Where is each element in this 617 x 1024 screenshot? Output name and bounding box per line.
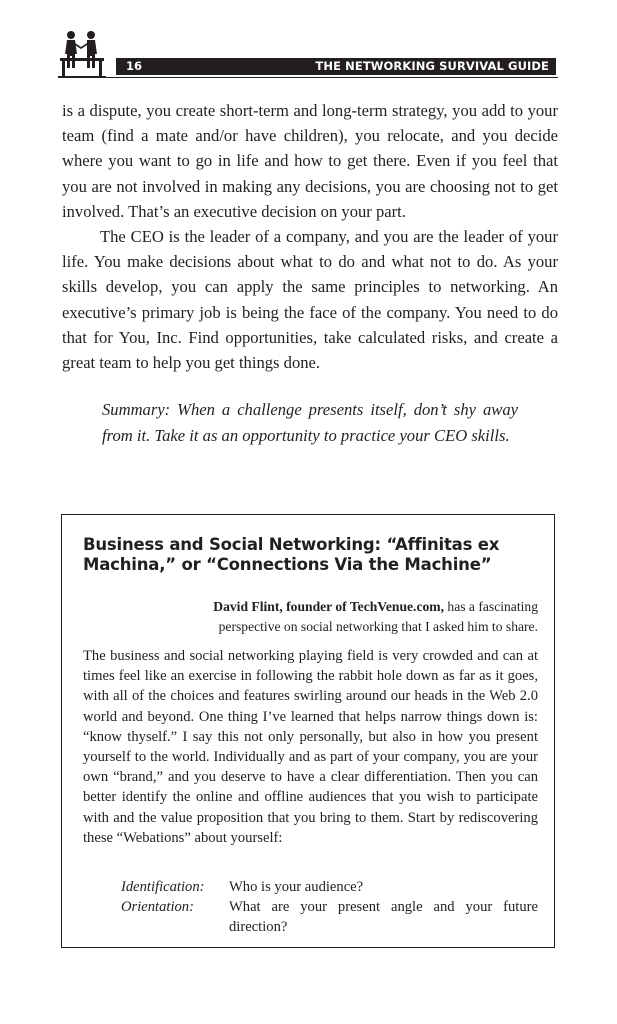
handshake-at-desk-icon — [58, 28, 106, 78]
page-number: 16 — [126, 59, 143, 73]
definition-item — [121, 877, 538, 897]
paragraph-2: The CEO is the leader of a company, and you are the leader of your life. You make decisions about what to do and what not to do. As your skills develop, you can apply the same principles to networking. An executive’s primary job is being the face of the company. You need to do that for You, Inc. Find opportunities, take calculated risks, and create a great team to help you get things done. — [62, 227, 558, 373]
running-title: THE NETWORKING SURVIVAL GUIDE — [315, 59, 549, 73]
header-rule — [58, 77, 558, 78]
paragraph-1: is a dispute, you create short-term and long-term strategy, you add to your team (find a mate and/or have children), you relocate, and you decide where you want to go in life and how to get there. Even if you feel that you are not involved in making any decisions, you are choosing not to get involved. That’s an executive decision on your part. — [62, 101, 558, 221]
sidebar-intro-text: has a fascinating perspective on social networking that I asked him to share. — [218, 599, 538, 634]
page-header — [58, 28, 558, 80]
sidebar-intro — [176, 597, 538, 637]
definition-desc: Who is your audience? — [229, 879, 364, 895]
definition-desc: What are your present angle and your future direction? — [229, 899, 538, 936]
sidebar-box — [61, 514, 555, 948]
sidebar-intro-author: David Flint, founder of TechVenue.com, — [213, 599, 444, 614]
running-head-bar — [116, 58, 556, 75]
definition-item — [121, 897, 538, 937]
definition-term: Identification: — [121, 879, 205, 895]
definition-term: Orientation: — [121, 899, 194, 916]
sidebar-title: Business and Social Networking: “Affinitas ex Machina,” or “Connections Via the Machine” — [83, 535, 500, 574]
main-text — [62, 98, 558, 375]
summary-callout: Summary: When a challenge presents itself, don’t shy away from it. Take it as an opportunity to practice your CEO skills. — [102, 400, 518, 445]
sidebar-body: The business and social networking playing field is very crowded and can at times feel like an exercise in following the rabbit hole down as far as it goes, with all of the choices and features swirling around our heads in the Web 2.0 world and beyond. One thing I’ve learned that helps narrow things down is: “know thyself.” I say this not only personally, but also in how you present yourself to the world. Individually and as part of your company, you are your own “brand,” and you deserve to have a clear differentiation. Then you can better identify the online and offline audiences that you wish to participate with and the value proposition that you bring to them. Start by rediscovering these “Webations” about yourself: — [83, 648, 538, 846]
definition-list — [121, 877, 538, 938]
